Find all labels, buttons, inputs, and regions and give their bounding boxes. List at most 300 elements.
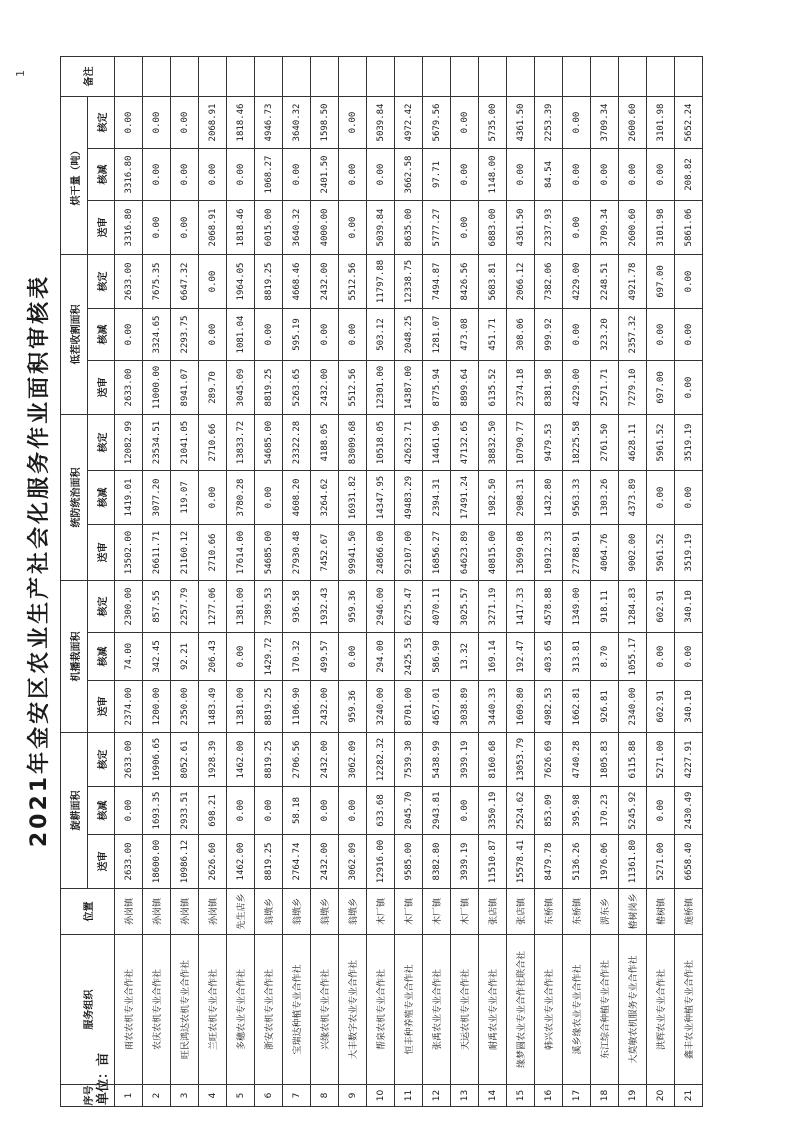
cell-value: 0.00 — [451, 97, 479, 149]
cell-value: 2253.39 — [535, 97, 563, 149]
cell-value: 4361.50 — [507, 201, 535, 255]
cell-value: 1932.43 — [311, 581, 339, 633]
cell-value: 395.98 — [563, 787, 591, 835]
cell-value: 473.08 — [451, 309, 479, 361]
cell-org: 张禹农业专业合作社 — [423, 935, 451, 1085]
cell-remark — [115, 57, 143, 97]
cell-value: 6658.40 — [675, 835, 703, 889]
cell-seq: 6 — [255, 1085, 283, 1107]
table-row — [283, 57, 311, 1107]
cell-value: 1462.00 — [227, 835, 255, 889]
cell-value: 8819.25 — [255, 255, 283, 309]
cell-remark — [283, 57, 311, 97]
cell-value: 2374.18 — [507, 361, 535, 415]
cell-value: 2710.66 — [199, 415, 227, 471]
table-body — [115, 57, 703, 1107]
cell-value: 918.11 — [591, 581, 619, 633]
cell-value: 0.00 — [507, 149, 535, 201]
cell-value: 2633.00 — [115, 835, 143, 889]
cell-value: 3939.19 — [451, 835, 479, 889]
cell-value: 3062.09 — [339, 733, 367, 787]
cell-value: 97.71 — [423, 149, 451, 201]
cell-value: 4972.42 — [395, 97, 423, 149]
cell-value: 18600.00 — [143, 835, 171, 889]
cell-value: 6883.00 — [479, 201, 507, 255]
cell-loc: 东桥镇 — [563, 889, 591, 935]
cell-org: 溪乡缘农业专业合作社 — [563, 935, 591, 1085]
cell-value: 8775.94 — [423, 361, 451, 415]
cell-value: 3077.20 — [143, 471, 171, 525]
cell-remark — [423, 57, 451, 97]
cell-value: 169.14 — [479, 633, 507, 681]
cell-value: 26611.71 — [143, 525, 171, 581]
cell-value: 1818.46 — [227, 97, 255, 149]
cell-value: 4000.00 — [311, 201, 339, 255]
cell-value: 11797.88 — [367, 255, 395, 309]
cell-org: 旺民鸿达农机专业合作社 — [171, 935, 199, 1085]
cell-value: 3101.98 — [647, 97, 675, 149]
cell-value: 8701.00 — [395, 681, 423, 733]
cell-value: 313.81 — [563, 633, 591, 681]
cell-value: 2068.91 — [199, 201, 227, 255]
page-number: 1 — [14, 70, 27, 77]
cell-value: 4229.00 — [563, 361, 591, 415]
cell-value: 0.00 — [675, 309, 703, 361]
cell-value: 2401.50 — [311, 149, 339, 201]
cell-value: 5271.00 — [647, 733, 675, 787]
subheader-deducted: 核减 — [88, 309, 115, 361]
cell-value: 2706.56 — [283, 733, 311, 787]
cell-value: 1805.83 — [591, 733, 619, 787]
cell-value: 2068.91 — [199, 97, 227, 149]
header-group-low-stubble-harvest: 低茬收割面积 — [61, 255, 88, 415]
cell-value: 5136.26 — [563, 835, 591, 889]
cell-value: 323.20 — [591, 309, 619, 361]
table-row — [647, 57, 675, 1107]
cell-value: 5512.56 — [339, 255, 367, 309]
cell-value: 2432.00 — [311, 361, 339, 415]
cell-value: 2633.00 — [115, 255, 143, 309]
cell-value: 18225.58 — [563, 415, 591, 471]
cell-seq: 11 — [395, 1085, 423, 1107]
cell-value: 2432.00 — [311, 835, 339, 889]
unit-label: 单位：亩 — [96, 1052, 111, 1105]
cell-value: 3440.33 — [479, 681, 507, 733]
cell-value: 1662.81 — [563, 681, 591, 733]
cell-value: 5039.84 — [367, 201, 395, 255]
cell-value: 0.00 — [171, 149, 199, 201]
cell-seq: 1 — [115, 1085, 143, 1107]
table-row — [535, 57, 563, 1107]
cell-value: 3271.19 — [479, 581, 507, 633]
cell-seq: 17 — [563, 1085, 591, 1107]
cell-value: 2933.51 — [171, 787, 199, 835]
cell-value: 7675.35 — [143, 255, 171, 309]
cell-value: 3709.34 — [591, 201, 619, 255]
cell-value: 451.71 — [479, 309, 507, 361]
cell-seq: 10 — [367, 1085, 395, 1107]
cell-value: 1281.07 — [423, 309, 451, 361]
cell-value: 4188.05 — [311, 415, 339, 471]
cell-loc: 木厂镇 — [451, 889, 479, 935]
table-row — [591, 57, 619, 1107]
cell-value: 602.91 — [647, 581, 675, 633]
cell-value: 0.00 — [647, 309, 675, 361]
cell-value: 64623.89 — [451, 525, 479, 581]
cell-value: 2432.00 — [311, 733, 339, 787]
cell-value: 342.45 — [143, 633, 171, 681]
table-row — [115, 57, 143, 1107]
cell-value: 0.00 — [115, 97, 143, 149]
cell-value: 2761.50 — [591, 415, 619, 471]
cell-value: 403.65 — [535, 633, 563, 681]
cell-remark — [619, 57, 647, 97]
cell-value: 0.00 — [339, 201, 367, 255]
cell-value: 999.92 — [535, 309, 563, 361]
cell-value: 0.00 — [563, 149, 591, 201]
cell-org: 鑫丰农业种植专业合作社 — [675, 935, 703, 1085]
cell-value: 0.00 — [115, 309, 143, 361]
cell-value: 3350.19 — [479, 787, 507, 835]
table-row — [507, 57, 535, 1107]
cell-loc: 椿树镇 — [647, 889, 675, 935]
cell-value: 0.00 — [591, 149, 619, 201]
cell-value: 4668.46 — [283, 255, 311, 309]
cell-value: 4657.01 — [423, 681, 451, 733]
table-row — [619, 57, 647, 1107]
cell-loc: 孙岗镇 — [115, 889, 143, 935]
subheader-submitted: 送审 — [88, 525, 115, 581]
table-row — [311, 57, 339, 1107]
cell-value: 3519.19 — [675, 415, 703, 471]
cell-value: 3025.57 — [451, 581, 479, 633]
table-row — [199, 57, 227, 1107]
cell-value: 5039.84 — [367, 97, 395, 149]
table-row — [423, 57, 451, 1107]
cell-value: 84.54 — [535, 149, 563, 201]
cell-value: 170.32 — [283, 633, 311, 681]
cell-org: 雨农农机专业合作社 — [115, 935, 143, 1085]
cell-value: 4070.11 — [423, 581, 451, 633]
cell-value: 74.00 — [115, 633, 143, 681]
cell-value: 4361.50 — [507, 97, 535, 149]
cell-value: 2946.00 — [367, 581, 395, 633]
cell-value: 7494.87 — [423, 255, 451, 309]
cell-value: 1462.00 — [227, 733, 255, 787]
cell-value: 1148.00 — [479, 149, 507, 201]
cell-value: 0.00 — [115, 787, 143, 835]
cell-value: 0.00 — [339, 149, 367, 201]
cell-value: 4608.20 — [283, 471, 311, 525]
cell-org: 韩兴农业专业合作社 — [535, 935, 563, 1085]
table-row — [255, 57, 283, 1107]
header-group-pest-control: 统防统治面积 — [61, 415, 88, 581]
cell-value: 42623.71 — [395, 415, 423, 471]
cell-value: 5512.56 — [339, 361, 367, 415]
cell-org: 农庆农机专业合作社 — [143, 935, 171, 1085]
cell-loc: 施桥镇 — [675, 889, 703, 935]
cell-value: 3038.89 — [451, 681, 479, 733]
cell-value: 119.07 — [171, 471, 199, 525]
cell-value: 1068.27 — [255, 149, 283, 201]
cell-value: 27930.48 — [283, 525, 311, 581]
cell-value: 4373.89 — [619, 471, 647, 525]
cell-value: 8899.64 — [451, 361, 479, 415]
cell-value: 8819.25 — [255, 681, 283, 733]
cell-value: 0.00 — [227, 149, 255, 201]
cell-loc: 翁墩乡 — [255, 889, 283, 935]
header-seq: 序号 — [61, 1085, 115, 1107]
table-row — [675, 57, 703, 1107]
cell-remark — [591, 57, 619, 97]
cell-value: 16931.82 — [339, 471, 367, 525]
cell-value: 1432.80 — [535, 471, 563, 525]
cell-remark — [535, 57, 563, 97]
cell-value: 5961.52 — [647, 525, 675, 581]
cell-value: 5735.00 — [479, 97, 507, 149]
cell-value: 0.00 — [227, 633, 255, 681]
cell-value: 0.00 — [647, 149, 675, 201]
cell-value: 503.12 — [367, 309, 395, 361]
cell-org: 兴缘农机专业合作社 — [311, 935, 339, 1085]
cell-value: 1200.00 — [143, 681, 171, 733]
header-remark: 备注 — [61, 57, 115, 97]
cell-value: 11510.87 — [479, 835, 507, 889]
cell-value: 2524.62 — [507, 787, 535, 835]
cell-value: 0.00 — [199, 149, 227, 201]
cell-value: 10986.12 — [171, 835, 199, 889]
cell-value: 4740.28 — [563, 733, 591, 787]
cell-value: 5961.52 — [647, 415, 675, 471]
cell-value: 499.57 — [311, 633, 339, 681]
cell-seq: 18 — [591, 1085, 619, 1107]
cell-seq: 9 — [339, 1085, 367, 1107]
cell-value: 0.00 — [647, 633, 675, 681]
cell-value: 2300.00 — [115, 581, 143, 633]
cell-value: 2710.66 — [199, 525, 227, 581]
subheader-approved: 核定 — [88, 255, 115, 309]
cell-value: 6135.52 — [479, 361, 507, 415]
cell-value: 2425.53 — [395, 633, 423, 681]
cell-seq: 16 — [535, 1085, 563, 1107]
cell-value: 697.00 — [647, 255, 675, 309]
cell-org: 大丰数字农业专业合作社 — [339, 935, 367, 1085]
cell-seq: 19 — [619, 1085, 647, 1107]
cell-value: 5271.00 — [647, 835, 675, 889]
cell-value: 1928.39 — [199, 733, 227, 787]
cell-value: 3324.65 — [143, 309, 171, 361]
cell-loc: 木厂镇 — [367, 889, 395, 935]
cell-value: 3264.62 — [311, 471, 339, 525]
cell-value: 4946.73 — [255, 97, 283, 149]
table-row — [367, 57, 395, 1107]
cell-value: 206.43 — [199, 633, 227, 681]
cell-loc: 张店镇 — [479, 889, 507, 935]
cell-value: 9002.00 — [619, 525, 647, 581]
cell-value: 8052.61 — [171, 733, 199, 787]
cell-value: 11000.00 — [143, 361, 171, 415]
cell-value: 170.23 — [591, 787, 619, 835]
cell-value: 83009.68 — [339, 415, 367, 471]
subheader-approved: 核定 — [88, 733, 115, 787]
cell-value: 7279.10 — [619, 361, 647, 415]
cell-org: 耐禹农业专业合作社 — [479, 935, 507, 1085]
cell-value: 208.82 — [675, 149, 703, 201]
cell-value: 2340.00 — [619, 681, 647, 733]
cell-value: 1381.00 — [227, 581, 255, 633]
cell-value: 1964.05 — [227, 255, 255, 309]
cell-value: 49483.29 — [395, 471, 423, 525]
cell-loc: 东桥镇 — [535, 889, 563, 935]
cell-value: 3045.09 — [227, 361, 255, 415]
cell-value: 2066.12 — [507, 255, 535, 309]
subheader-submitted: 送审 — [88, 681, 115, 733]
cell-value: 2350.00 — [171, 681, 199, 733]
cell-value: 1303.26 — [591, 471, 619, 525]
cell-value: 21041.05 — [171, 415, 199, 471]
cell-value: 8479.78 — [535, 835, 563, 889]
cell-remark — [507, 57, 535, 97]
cell-value: 11361.80 — [619, 835, 647, 889]
cell-loc: 木厂镇 — [395, 889, 423, 935]
header-group-machine-planting: 机播栽面积 — [61, 581, 88, 733]
cell-value: 5438.99 — [423, 733, 451, 787]
cell-value: 2571.71 — [591, 361, 619, 415]
table-row — [227, 57, 255, 1107]
cell-value: 959.36 — [339, 581, 367, 633]
cell-value: 0.00 — [339, 309, 367, 361]
cell-org: 缘梦圆农业专业合作社联合社 — [507, 935, 535, 1085]
cell-value: 7382.06 — [535, 255, 563, 309]
cell-value: 24866.00 — [367, 525, 395, 581]
cell-value: 2048.25 — [395, 309, 423, 361]
cell-value: 7626.69 — [535, 733, 563, 787]
cell-value: 602.91 — [647, 681, 675, 733]
cell-remark — [647, 57, 675, 97]
cell-value: 16906.65 — [143, 733, 171, 787]
cell-value: 2432.00 — [311, 681, 339, 733]
audit-table — [60, 56, 703, 1107]
cell-value: 5679.56 — [423, 97, 451, 149]
cell-seq: 20 — [647, 1085, 675, 1107]
cell-value: 2293.75 — [171, 309, 199, 361]
cell-value: 4064.76 — [591, 525, 619, 581]
cell-value: 4229.00 — [563, 255, 591, 309]
cell-remark — [255, 57, 283, 97]
table-row — [451, 57, 479, 1107]
subheader-submitted: 送审 — [88, 201, 115, 255]
cell-org: 兰旺农机专业合作社 — [199, 935, 227, 1085]
table-row — [479, 57, 507, 1107]
cell-value: 3316.80 — [115, 149, 143, 201]
cell-value: 633.68 — [367, 787, 395, 835]
cell-value: 13.32 — [451, 633, 479, 681]
cell-value: 0.00 — [143, 97, 171, 149]
cell-value: 4578.88 — [535, 581, 563, 633]
cell-value: 192.47 — [507, 633, 535, 681]
cell-value: 13699.08 — [507, 525, 535, 581]
cell-remark — [563, 57, 591, 97]
cell-org: 浙安农机专业合作社 — [255, 935, 283, 1085]
cell-value: 8941.07 — [171, 361, 199, 415]
cell-value: 2248.51 — [591, 255, 619, 309]
cell-value: 3519.19 — [675, 525, 703, 581]
cell-value: 38832.50 — [479, 415, 507, 471]
cell-value: 3101.98 — [647, 201, 675, 255]
cell-value: 586.90 — [423, 633, 451, 681]
cell-value: 926.81 — [591, 681, 619, 733]
cell-value: 92.21 — [171, 633, 199, 681]
cell-value: 3939.19 — [451, 733, 479, 787]
cell-value: 2633.00 — [115, 733, 143, 787]
cell-value: 0.00 — [675, 633, 703, 681]
cell-remark — [479, 57, 507, 97]
cell-value: 0.00 — [283, 149, 311, 201]
cell-value: 6647.32 — [171, 255, 199, 309]
cell-value: 0.00 — [199, 309, 227, 361]
cell-value: 13053.79 — [507, 733, 535, 787]
cell-value: 5861.06 — [675, 201, 703, 255]
cell-org: 天运农机专业合作社 — [451, 935, 479, 1085]
cell-value: 2600.60 — [619, 97, 647, 149]
subheader-deducted: 核减 — [88, 787, 115, 835]
subheader-deducted: 核减 — [88, 149, 115, 201]
cell-value: 8819.25 — [255, 733, 283, 787]
cell-value: 0.00 — [647, 787, 675, 835]
cell-value: 0.00 — [451, 787, 479, 835]
cell-value: 0.00 — [199, 471, 227, 525]
subheader-approved: 核定 — [88, 581, 115, 633]
cell-value: 8160.68 — [479, 733, 507, 787]
cell-value: 0.00 — [563, 201, 591, 255]
cell-value: 14347.95 — [367, 471, 395, 525]
cell-seq: 4 — [199, 1085, 227, 1107]
cell-value: 697.00 — [647, 361, 675, 415]
cell-value: 0.00 — [199, 255, 227, 309]
cell-value: 14387.00 — [395, 361, 423, 415]
cell-value: 2337.93 — [535, 201, 563, 255]
cell-value: 17614.00 — [227, 525, 255, 581]
cell-org: 帮泉农机专业合作社 — [367, 935, 395, 1085]
cell-remark — [339, 57, 367, 97]
cell-value: 8635.00 — [395, 201, 423, 255]
subheader-approved: 核定 — [88, 415, 115, 471]
cell-value: 1693.35 — [143, 787, 171, 835]
cell-remark — [675, 57, 703, 97]
table-row — [339, 57, 367, 1107]
cell-loc: 淠东乡 — [591, 889, 619, 935]
cell-value: 9585.00 — [395, 835, 423, 889]
cell-value: 3062.09 — [339, 835, 367, 889]
cell-loc: 孙岗镇 — [171, 889, 199, 935]
cell-value: 23322.28 — [283, 415, 311, 471]
subheader-submitted: 送审 — [88, 361, 115, 415]
cell-value: 959.36 — [339, 681, 367, 733]
cell-value: 15578.41 — [507, 835, 535, 889]
cell-value: 12338.75 — [395, 255, 423, 309]
cell-value: 0.00 — [675, 471, 703, 525]
cell-seq: 3 — [171, 1085, 199, 1107]
cell-value: 3662.58 — [395, 149, 423, 201]
cell-seq: 7 — [283, 1085, 311, 1107]
cell-value: 10912.33 — [535, 525, 563, 581]
cell-value: 9563.33 — [563, 471, 591, 525]
cell-remark — [451, 57, 479, 97]
header-org: 服务组织 — [61, 935, 115, 1085]
cell-remark — [143, 57, 171, 97]
subheader-submitted: 送审 — [88, 835, 115, 889]
cell-value: 340.10 — [675, 581, 703, 633]
